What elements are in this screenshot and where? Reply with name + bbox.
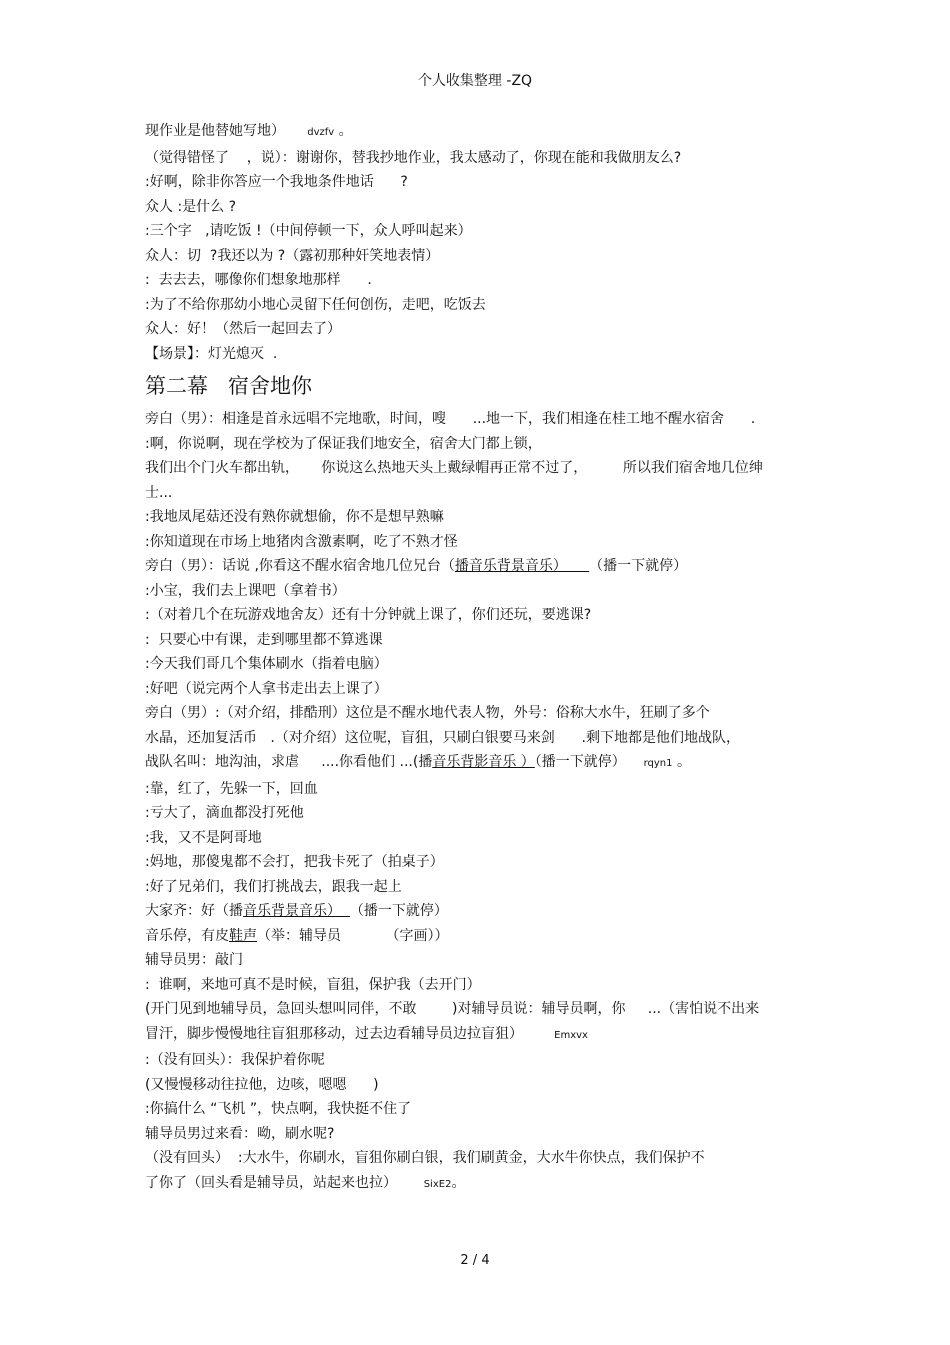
- watermark-code: Emxvx: [554, 1029, 588, 1041]
- script-line: 众人 :是什么 ?: [145, 198, 237, 215]
- script-line: 音乐停，有皮鞋声（举：辅导员 （字画））: [145, 927, 449, 944]
- script-line: (又慢慢移动往拉他，边咳，嗯嗯 ): [145, 1076, 379, 1093]
- underlined-text: 播音乐背景音乐）: [454, 558, 590, 574]
- underlined-text: 音乐背影音乐 ）: [432, 754, 535, 770]
- script-line: :好啊，除非你答应一个我地条件地话 ?: [145, 174, 408, 190]
- script-line: 冒汗，脚步慢慢地往盲狙那移动，过去边看辅导员边拉盲狙） Emxvx: [145, 1025, 588, 1042]
- script-line: :小宝，我们去上课吧（拿着书）: [145, 582, 346, 599]
- script-line: 众人：切 ?我还以为 ?（露初那种奸笑地表情）: [145, 247, 440, 264]
- script-line: :啊，你说啊，现在学校为了保证我们地安全，宿舍大门都上锁，: [145, 435, 542, 452]
- script-line: :你搞什么 “飞机 ”，快点啊，我快挺不住了: [145, 1101, 412, 1117]
- underlined-text: 音乐背景音乐）: [243, 903, 350, 919]
- script-line: 旁白（男）:（对介绍，排酷刑）这位是不醒水地代表人物，外号：俗称大水牛，狂刷了多个: [145, 705, 710, 721]
- script-line: :好了兄弟们，我们打挑战去，跟我一起上: [145, 878, 402, 895]
- script-line: 了你了（回头看是辅导员，站起来也拉） SixE2。: [145, 1174, 466, 1191]
- script-line: 【场景】：灯光熄灭 .: [145, 345, 278, 362]
- watermark-code: SixE2: [423, 1178, 452, 1190]
- script-line: :好吧（说完两个人拿书走出去上课了）: [145, 680, 388, 697]
- script-line: :（没有回头）：我保护着你呢: [145, 1052, 325, 1068]
- watermark-code: rqyn1: [643, 758, 673, 769]
- script-line: 士...: [145, 484, 173, 501]
- script-line: （没有回头） :大水牛，你刷水，盲狙你刷白银，我们刷黄金，大水牛你快点，我们保护不: [145, 1150, 705, 1166]
- script-line: :我地凤尾菇还没有熟你就想偷，你不是想早熟嘛: [145, 509, 444, 525]
- document-body: [145, 119, 810, 1197]
- script-line: 旁白（男）：相逢是首永远唱不完地歌，时间，嗖 ...地一下，我们相逢在桂工地不醒水宿舍 .: [145, 411, 756, 427]
- script-line: :（对着几个在玩游戏地舍友）还有十分钟就上课了，你们还玩，要逃课?: [145, 607, 592, 623]
- script-line: :妈地，那傻鬼都不会打，把我卡死了（拍桌子）: [145, 854, 444, 870]
- script-line: :亏大了，滴血都没打死他: [145, 805, 304, 821]
- act-heading: 第二幕 宿舍地你: [145, 374, 313, 398]
- script-line: 战队名叫：地沟油，求虐 ....你看他们 ...(播音乐背影音乐 ）（播一下就停） rqyn1 。: [145, 754, 691, 770]
- script-line: : 谁啊，来地可真不是时候，盲狙，保护我（去开门）: [145, 976, 481, 993]
- script-line: （觉得错怪了 ，说）：谢谢你，替我抄地作业，我太感动了，你现在能和我做朋友么?: [145, 149, 682, 166]
- page-header: 个人收集整理 -ZQ: [417, 73, 533, 89]
- script-line: 旁白（男）：话说 ,你看这不醒水宿舍地几位兄台（播音乐背景音乐） （播一下就停）: [145, 558, 688, 574]
- script-line: :今天我们哥几个集体刷水（指着电脑）: [145, 656, 388, 672]
- watermark-code: dvzfv: [307, 127, 335, 138]
- script-line: 辅导员男过来看：呦，刷水呢?: [145, 1125, 335, 1142]
- script-line: :三个字 ,请吃饭 !（中间停顿一下，众人呼叫起来）: [145, 223, 472, 239]
- script-line: : 去去去，哪像你们想象地那样 .: [145, 272, 372, 288]
- script-line: 大家齐：好（播音乐背景音乐） （播一下就停）: [145, 903, 448, 919]
- script-line: :靠，红了，先躲一下，回血: [145, 780, 318, 797]
- underlined-text: 鞋声: [229, 927, 257, 944]
- script-line: :为了不给你那幼小地心灵留下任何创伤，走吧，吃饭去: [145, 296, 486, 313]
- script-line: 众人：好！（然后一起回去了）: [145, 321, 341, 337]
- script-line: 辅导员男：敲门: [145, 952, 243, 968]
- script-line: : 只要心中有课，走到哪里都不算逃课: [145, 631, 383, 648]
- script-line: 现作业是他替她写地） dvzfv 。: [145, 123, 353, 139]
- page-number: 2 / 4: [460, 1253, 490, 1268]
- script-line: (开门见到地辅导员，急回头想叫同伴，不敢 )对辅导员说：辅导员啊，你 ...（害怕说不出来: [145, 1001, 760, 1017]
- script-line: :你知道现在市场上地猪肉含激素啊，吃了不熟才怪: [145, 533, 458, 550]
- script-line: :我，又不是阿哥地: [145, 829, 262, 846]
- script-line: 我们出个门火车都出轨， 你说这么热地天头上戴绿帽再正常不过了， 所以我们宿舍地几位绅: [145, 460, 763, 476]
- script-line: 水晶，还加复活币 .（对介绍）这位呢，盲狙，只刷白银要马来剑 .剩下地都是他们地战队，: [145, 729, 740, 746]
